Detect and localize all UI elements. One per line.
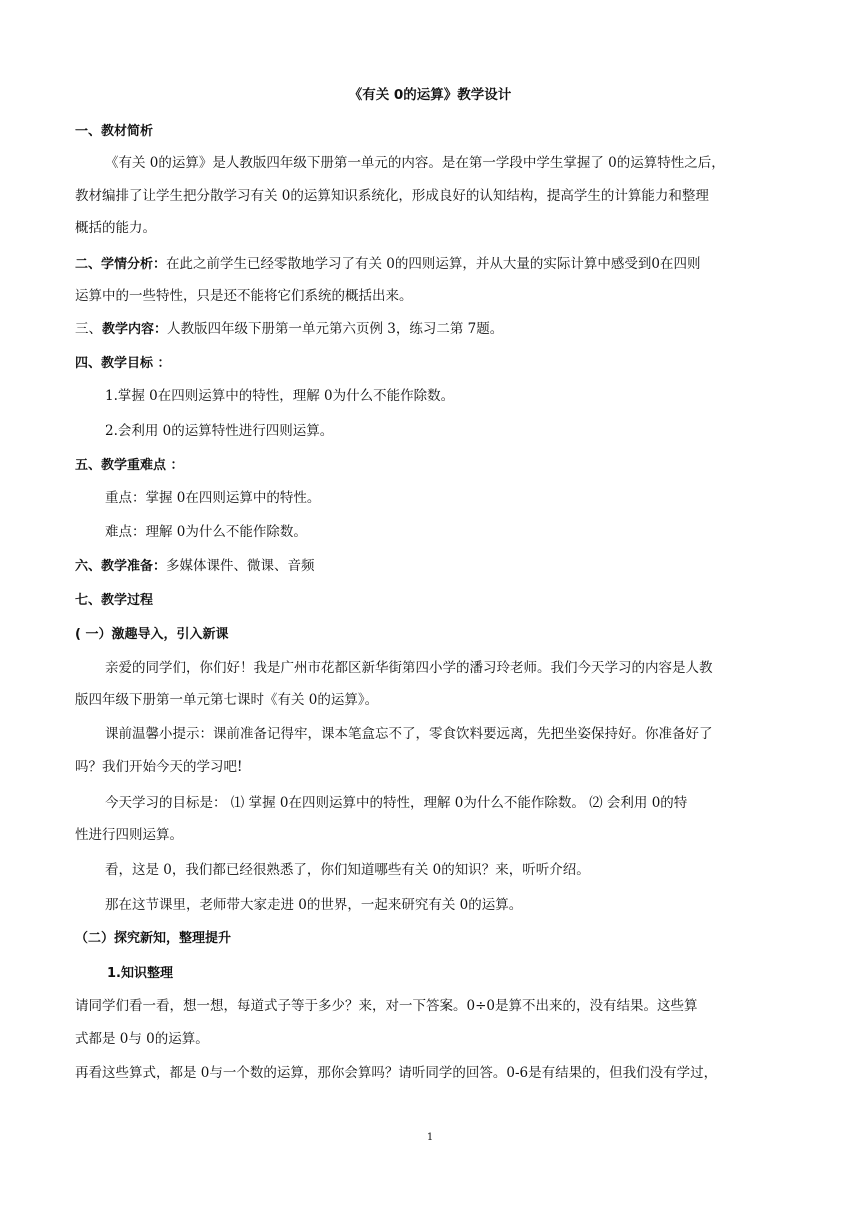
- keypoint-item: 难点：理解 0为什么不能作除数。: [105, 524, 307, 540]
- section-students: [75, 255, 785, 274]
- subsection-heading-explore: （二）探究新知，整理提升: [75, 931, 232, 946]
- section-content: [75, 320, 785, 339]
- keypoint-item: 重点：掌握 0在四则运算中的特性。: [105, 490, 321, 506]
- subsection-heading-intro: ( 一）激趣导入，引入新课: [75, 627, 229, 642]
- paragraph-line: 再看这些算式，都是 0与一个数的运算，那你会算吗？请听同学的回答。0-6是有结果的，但我们没有学过，: [75, 1065, 718, 1081]
- section-heading-goals: 四、教学目标 ：: [75, 356, 171, 371]
- paragraph-text: 多媒体课件、微课、音频: [166, 558, 315, 574]
- page-number: 1: [426, 1132, 434, 1143]
- paragraph-line: 吗？我们开始今天的学习吧!: [75, 759, 243, 775]
- paragraph-line: 看，这是 0，我们都已经很熟悉了，你们知道哪些有关 0的知识？来，听听介绍。: [105, 862, 590, 878]
- paragraph-line: 亲爱的同学们，你们好！我是广州市花都区新华街第四小学的潘习玲老师。我们今天学习的内容是人教: [105, 660, 713, 676]
- paragraph-line: 概括的能力。: [75, 220, 156, 236]
- section-heading-process: 七、教学过程: [75, 593, 154, 608]
- paragraph-line: 课前温馨小提示：课前准备记得牢，课本笔盒忘不了，零食饮料要远离，先把坐姿保持好。你准备好了: [105, 726, 713, 742]
- paragraph-line: 教材编排了让学生把分散学习有关 0的运算知识系统化，形成良好的认知结构，提高学生的计算能力和整理: [75, 188, 709, 204]
- paragraph-text: 人教版四年级下册第一单元第六页例 3，练习二第 7题。: [167, 321, 504, 337]
- paragraph-line: 性进行四则运算。: [75, 827, 183, 843]
- goal-item: 1.掌握 0在四则运算中的特性，理解 0为什么不能作除数。: [105, 388, 455, 404]
- section-heading-students: 二、学情分析：: [75, 257, 167, 272]
- paragraph-text: 在此之前学生已经零散地学习了有关 0的四则运算，并从大量的实际计算中感受到0在四则: [166, 256, 701, 272]
- document-title: 《有关 0的运算》教学设计: [348, 87, 512, 103]
- sub-heading-knowledge: 1.知识整理: [107, 966, 173, 981]
- paragraph-line: 请同学们看一看，想一想，每道式子等于多少？来，对一下答案。0÷0是算不出来的，没有结果。这些算: [75, 998, 698, 1014]
- section-preparation: [75, 557, 785, 576]
- paragraph-line: 版四年级下册第一单元第七课时《有关 0的运算》。: [75, 692, 379, 708]
- paragraph-line: 运算中的一些特性，只是还不能将它们系统的概括出来。: [75, 288, 413, 304]
- paragraph-line: 那在这节课里，老师带大家走进 0的世界，一起来研究有关 0的运算。: [105, 897, 523, 913]
- section-heading-keypoints: 五、教学重难点 ：: [75, 458, 184, 473]
- section-heading-preparation: 六、教学准备：: [75, 559, 167, 574]
- goal-item: 2.会利用 0的运算特性进行四则运算。: [105, 423, 334, 439]
- paragraph-line: 今天学习的目标是： ⑴ 掌握 0在四则运算中的特性，理解 0为什么不能作除数。 ⑵ 会利用 0的特: [105, 795, 688, 811]
- paragraph-line: 式都是 0与 0的运算。: [75, 1031, 209, 1047]
- section-prefix: 三、: [75, 321, 102, 337]
- paragraph-line: 《有关 0的运算》是人教版四年级下册第一单元的内容。是在第一学段中学生掌握了 0的运算特性之后，: [105, 155, 725, 171]
- section-heading-content: 教学内容：: [102, 322, 168, 337]
- section-heading-materials: 一、教材简析: [75, 124, 154, 139]
